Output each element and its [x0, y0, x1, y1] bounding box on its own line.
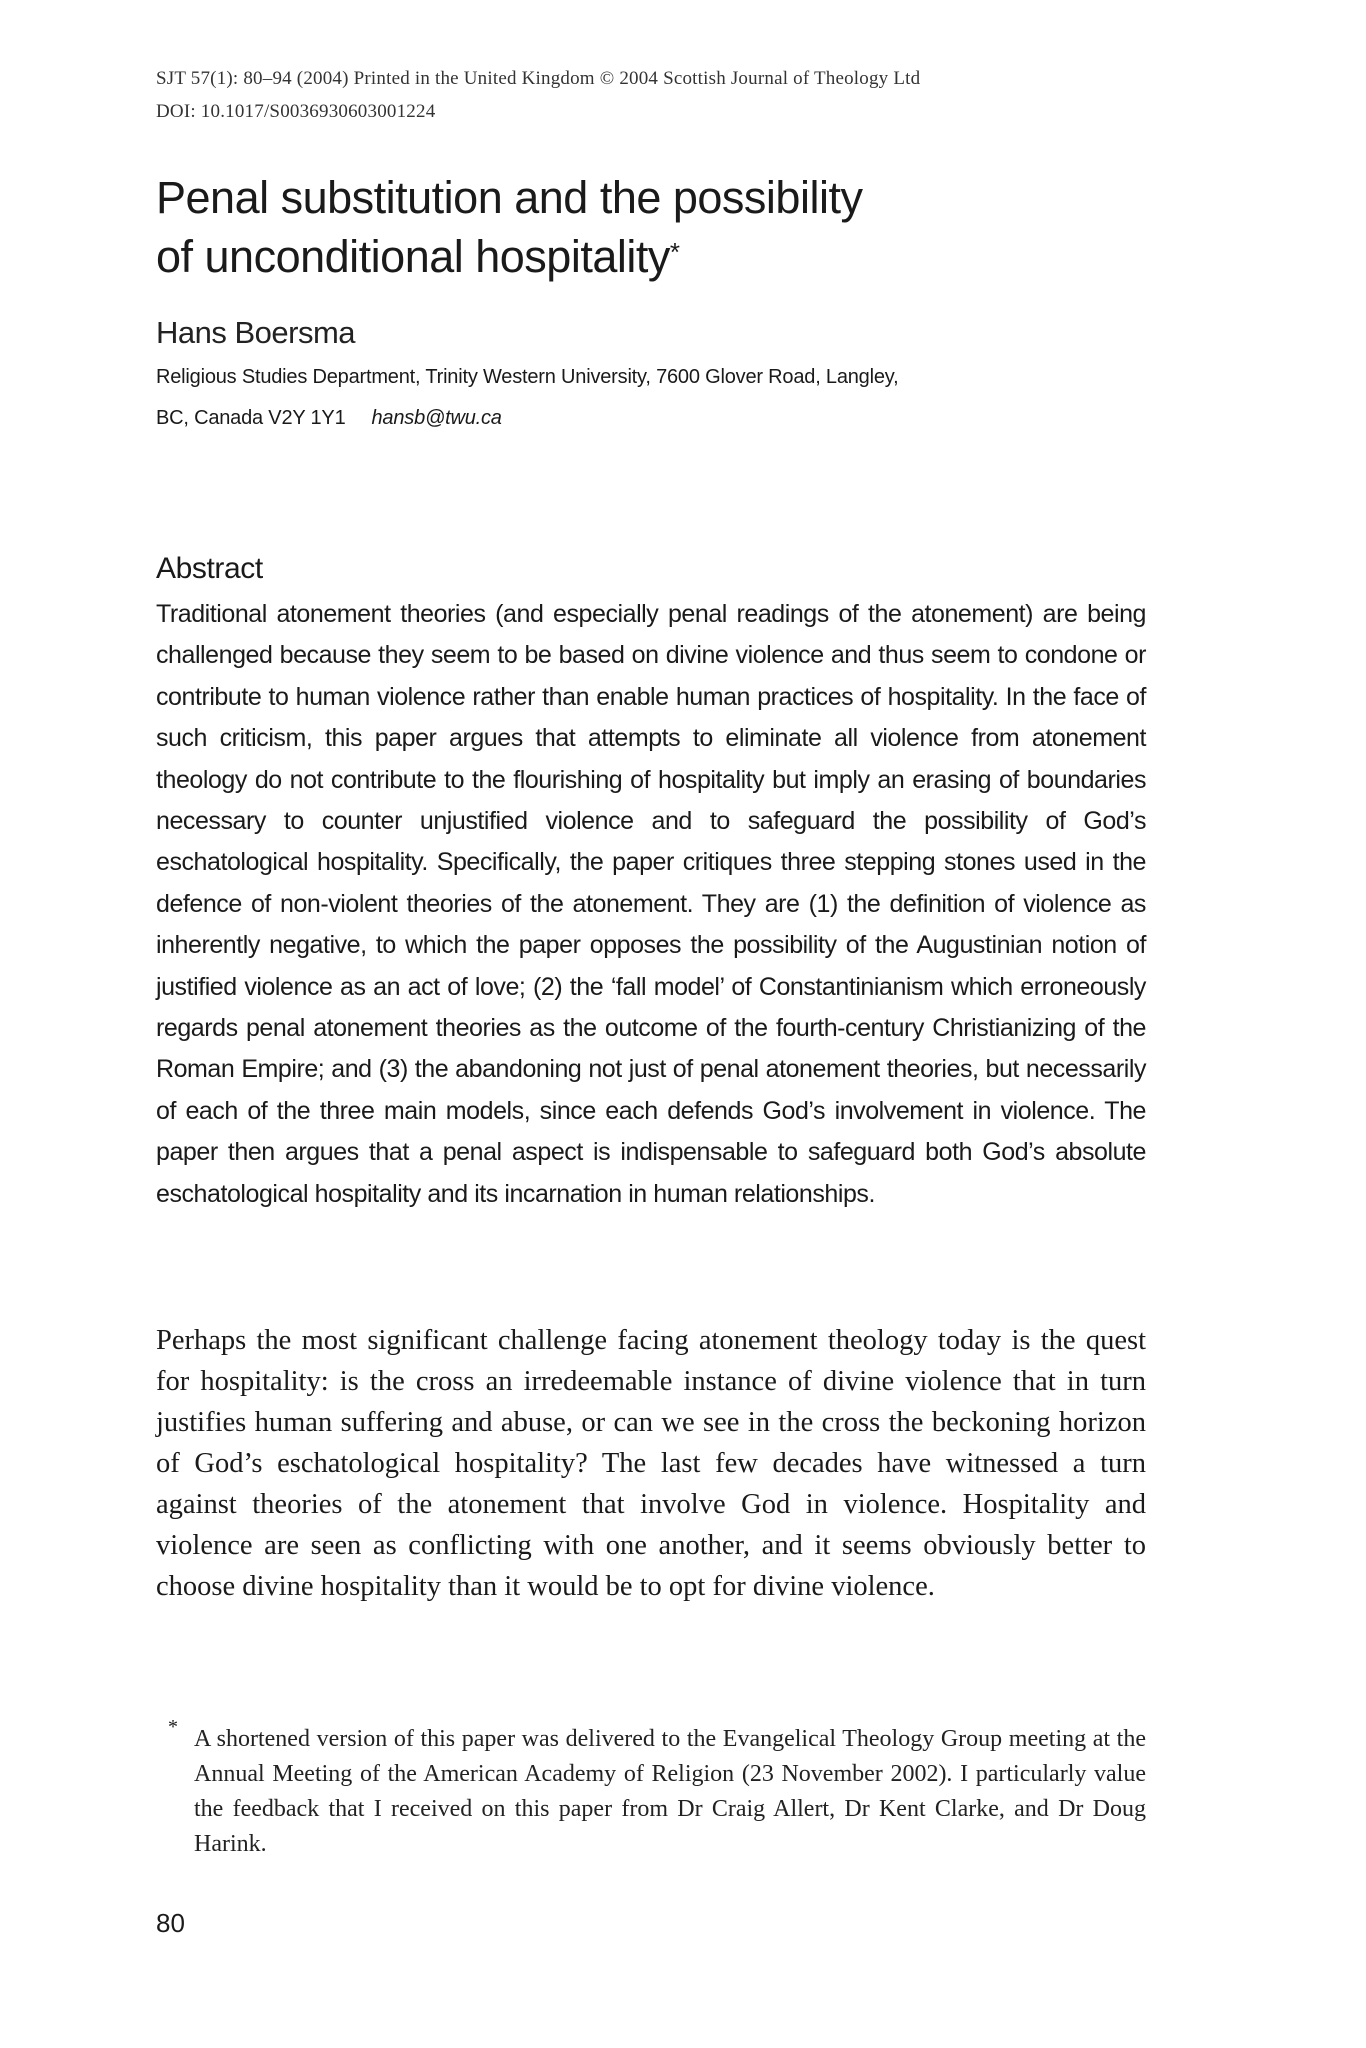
- page-number: 80: [156, 1908, 185, 1938]
- title-line-1: Penal substitution and the possibility: [156, 172, 863, 223]
- doi: DOI: 10.1017/S0036930603001224: [156, 101, 436, 122]
- footnote: [156, 1716, 1146, 1862]
- author-email: hansb@twu.ca: [371, 407, 502, 429]
- journal-citation: SJT 57(1): 80–94 (2004) Printed in the United Kingdom © 2004 Scottish Journal of Theology Ltd: [156, 68, 921, 89]
- title-footnote-mark: *: [669, 237, 680, 267]
- footnote-mark: *: [168, 1716, 178, 1738]
- affiliation-address: BC, Canada V2Y 1Y1: [156, 407, 346, 429]
- title-line-2: of unconditional hospitality: [156, 231, 670, 282]
- footnote-text: A shortened version of this paper was delivered to the Evangelical Theology Group meeting at the Annual Meeting of the American Academy of Religion (23 November 2002). I particularly value the feedback that I received on this paper from Dr Craig Allert, Dr Kent Clarke, and Dr Doug Harink.: [194, 1726, 1146, 1857]
- abstract-text: Traditional atonement theories (and especially penal readings of the atonement) are being challenged because they seem to be based on divine violence and thus seem to condone or contribute to human violence rather than enable human practices of hospitality. In the face of such criticism, this paper argues that attempts to eliminate all violence from atonement theology do not contribute to the flourishing of hospitality but imply an erasing of boundaries necessary to counter unjustified violence and to safeguard the possibility of God’s eschatological hospitality. Specifically, the paper critiques three stepping stones used in the defence of non-violent theories of the atonement. They are (1) the definition of violence as inherently negative, to which the paper opposes the possibility of the Augustinian notion of justified violence as an act of love; (2) the ‘fall model’ of Constantinianism which erroneously regards penal atonement theories as the outcome of the fourth-century Christianizing of the Roman Empire; and (3) the abandoning not just of penal atonement theories, but necessarily of each of the three main models, since each defends God’s involvement in violence. The paper then argues that a penal aspect is indispensable to safeguard both God’s absolute eschatological hospitality and its incarnation in human relationships.: [156, 600, 1146, 1208]
- author-name: Hans Boersma: [156, 315, 356, 350]
- article-title: [156, 168, 862, 286]
- affiliation-line-2: [156, 407, 502, 430]
- abstract-heading: Abstract: [156, 552, 263, 585]
- affiliation-line-1: Religious Studies Department, Trinity Western University, 7600 Glover Road, Langley,: [156, 366, 899, 388]
- body-paragraph: Perhaps the most significant challenge facing atonement theology today is the quest for hospitality: is the cross an irredeemable instance of divine violence that in turn justifies human suffering and abuse, or can we see in the cross the beckoning horizon of God’s eschatological hospitality? The last few decades have witnessed a turn against theories of the atonement that involve God in violence. Hospitality and violence are seen as conflicting with one another, and it seems obviously better to choose divine hospitality than it would be to opt for divine violence.: [156, 1325, 1146, 1602]
